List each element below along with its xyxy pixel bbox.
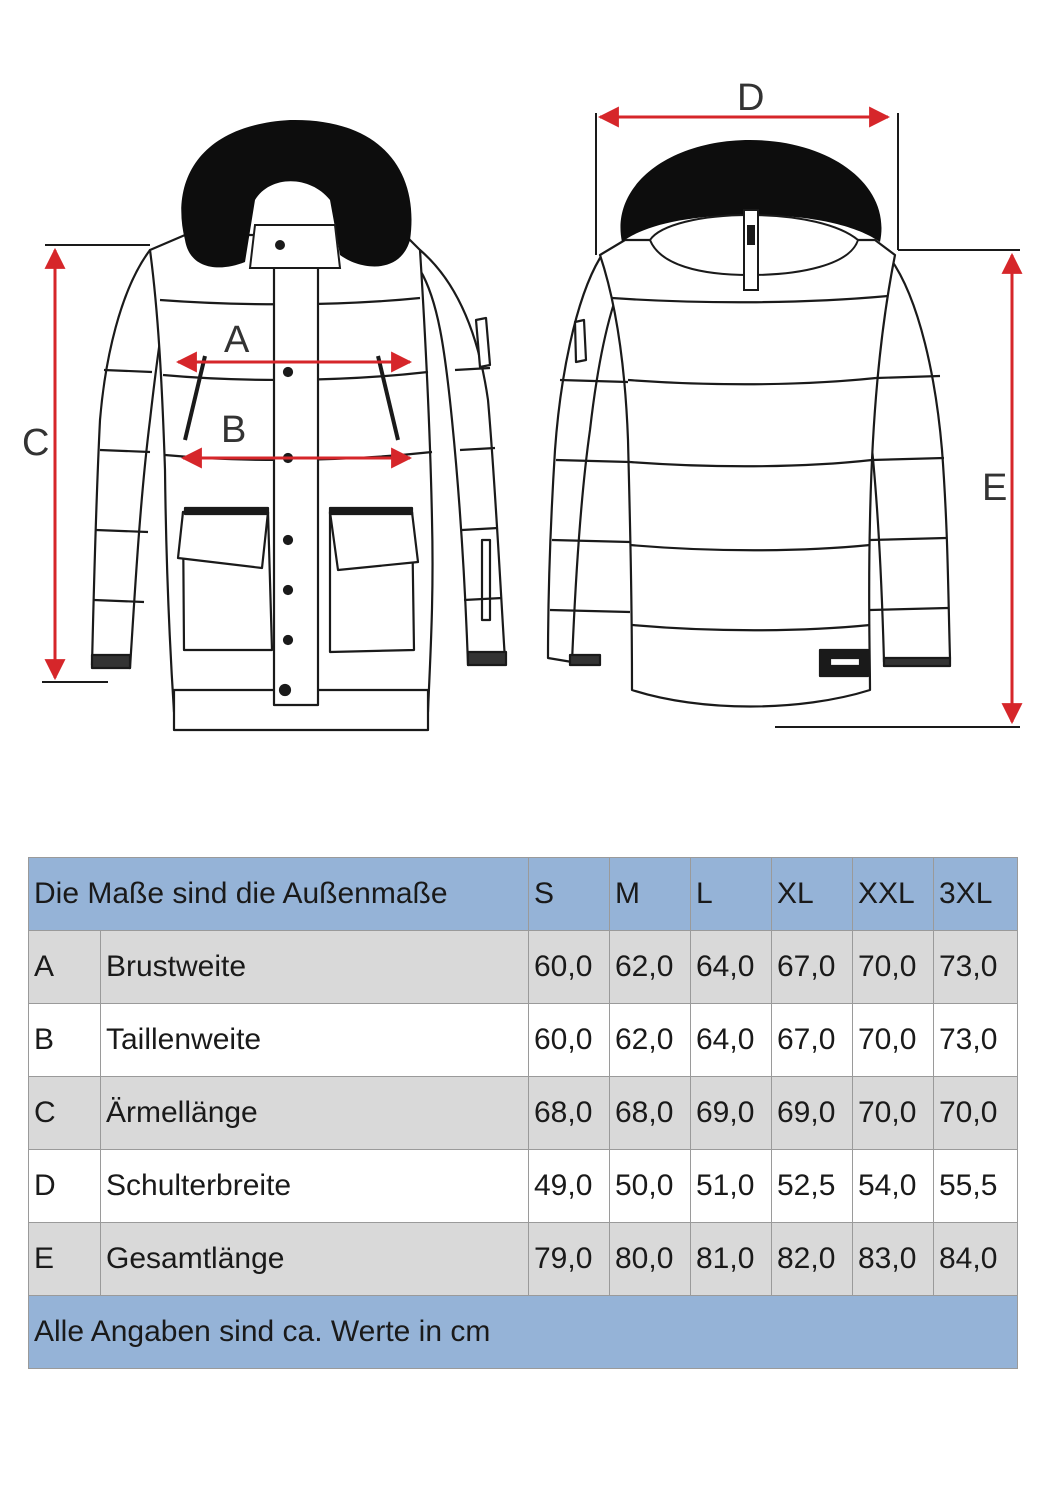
cell-value: 67,0 <box>772 1004 853 1077</box>
cell-value: 54,0 <box>853 1150 934 1223</box>
cell-value: 83,0 <box>853 1223 934 1296</box>
cell-value: 52,5 <box>772 1150 853 1223</box>
row-code: C <box>29 1077 101 1150</box>
size-header-m: M <box>610 858 691 931</box>
cell-value: 68,0 <box>529 1077 610 1150</box>
size-header-xl: XL <box>772 858 853 931</box>
row-name: Brustweite <box>101 931 529 1004</box>
row-code: D <box>29 1150 101 1223</box>
size-header-3xl: 3XL <box>934 858 1018 931</box>
jacket-front-drawing <box>92 235 506 730</box>
row-name: Ärmellänge <box>101 1077 529 1150</box>
cell-value: 84,0 <box>934 1223 1018 1296</box>
row-name: Schulterbreite <box>101 1150 529 1223</box>
table-row <box>29 1004 1018 1077</box>
table-footer-note: Alle Angaben sind ca. Werte in cm <box>29 1296 1018 1369</box>
cell-value: 73,0 <box>934 1004 1018 1077</box>
cell-value: 68,0 <box>610 1077 691 1150</box>
cell-value: 69,0 <box>772 1077 853 1150</box>
fur-hood-front <box>181 120 411 268</box>
cell-value: 70,0 <box>853 1004 934 1077</box>
table-header-row <box>29 858 1018 931</box>
size-header-xxl: XXL <box>853 858 934 931</box>
cell-value: 69,0 <box>691 1077 772 1150</box>
cell-value: 73,0 <box>934 931 1018 1004</box>
table-header-title: Die Maße sind die Außenmaße <box>29 858 529 931</box>
cell-value: 64,0 <box>691 931 772 1004</box>
cell-value: 70,0 <box>853 1077 934 1150</box>
size-header-l: L <box>691 858 772 931</box>
cell-value: 49,0 <box>529 1150 610 1223</box>
cell-value: 82,0 <box>772 1223 853 1296</box>
cell-value: 51,0 <box>691 1150 772 1223</box>
label-a: A <box>224 319 250 361</box>
table-row <box>29 931 1018 1004</box>
cell-value: 79,0 <box>529 1223 610 1296</box>
table-row <box>29 1150 1018 1223</box>
size-chart-table <box>28 857 1018 1369</box>
label-c: C <box>22 422 50 464</box>
cell-value: 70,0 <box>853 931 934 1004</box>
cell-value: 60,0 <box>529 931 610 1004</box>
row-code: A <box>29 931 101 1004</box>
jacket-back-drawing <box>548 240 950 707</box>
cell-value: 62,0 <box>610 931 691 1004</box>
table-footer-row <box>29 1296 1018 1369</box>
row-code: E <box>29 1223 101 1296</box>
row-code: B <box>29 1004 101 1077</box>
cell-value: 50,0 <box>610 1150 691 1223</box>
cell-value: 80,0 <box>610 1223 691 1296</box>
cell-value: 70,0 <box>934 1077 1018 1150</box>
cell-value: 81,0 <box>691 1223 772 1296</box>
cell-value: 55,5 <box>934 1150 1018 1223</box>
cell-value: 67,0 <box>772 931 853 1004</box>
label-d: D <box>737 77 765 119</box>
row-name: Gesamtlänge <box>101 1223 529 1296</box>
row-name: Taillenweite <box>101 1004 529 1077</box>
table-row <box>29 1077 1018 1150</box>
table-row <box>29 1223 1018 1296</box>
size-header-s: S <box>529 858 610 931</box>
label-b: B <box>221 409 247 451</box>
cell-value: 64,0 <box>691 1004 772 1077</box>
cell-value: 62,0 <box>610 1004 691 1077</box>
label-e: E <box>982 467 1008 509</box>
cell-value: 60,0 <box>529 1004 610 1077</box>
